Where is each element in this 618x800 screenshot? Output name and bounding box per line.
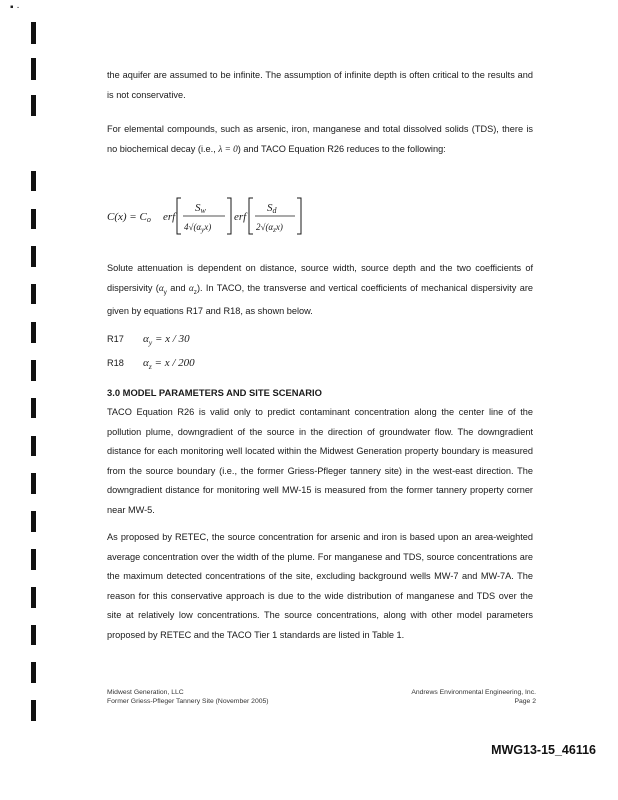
binding-mark — [31, 209, 36, 229]
equation-body: $\alpha_y = x / 30$ — [143, 333, 190, 348]
equation-r26-reduced — [107, 192, 307, 242]
binding-mark — [31, 398, 36, 418]
binding-mark — [31, 662, 36, 683]
alpha-z-symbol: α — [188, 282, 194, 293]
footer-consultant: Andrews Environmental Engineering, Inc. — [411, 689, 536, 696]
binding-mark — [31, 22, 36, 44]
alpha-y-symbol: α — [158, 282, 164, 293]
footer-company: Midwest Generation, LLC — [107, 689, 184, 696]
footer-right — [411, 688, 536, 706]
alpha-y-subscript: y — [163, 288, 167, 296]
footer-site: Former Griess-Pfleger Tannery Site (November 2005) — [107, 698, 269, 705]
equation-label: R17 — [107, 334, 124, 344]
binding-mark — [31, 511, 36, 532]
binding-mark — [31, 322, 36, 343]
binding-mark — [31, 246, 36, 267]
paragraph-solute-attenuation — [107, 259, 533, 322]
eq-erf-1: erf — [163, 211, 176, 223]
text-run: and — [166, 282, 189, 293]
binding-mark — [31, 95, 36, 116]
binding-mark — [31, 549, 36, 570]
footer-left — [107, 688, 269, 706]
text-run: ) and TACO Equation R26 reduces to the following: — [237, 143, 446, 154]
equation-r17 — [107, 333, 190, 347]
lambda-expression: λ = 0 — [218, 143, 238, 154]
scan-artifact: ▪ · — [10, 2, 20, 13]
binding-mark — [31, 625, 36, 645]
footer-page-number: Page 2 — [514, 698, 536, 705]
binding-mark — [31, 284, 36, 304]
equation-body: $\alpha_z = x / 200$ — [143, 357, 195, 372]
equation-label: R18 — [107, 358, 124, 368]
eq-den-1: $4√(\alpha_yx)$ — [184, 222, 212, 234]
text-run: Solute attenuation is dependent on distance, source width, source depth and the two coefficients of dispersivity ( — [107, 263, 533, 293]
eq-lhs: C(x) = Co — [107, 211, 151, 224]
binding-mark — [31, 360, 36, 381]
text-run: For elemental compounds, such as arsenic, iron, manganese and total dissolved solids (TDS), there is no biochemical decay (i.e., — [107, 124, 533, 154]
text-run: ). In TACO, the transverse and vertical coefficients of mechanical dispersivity are given by equations R17 and R18, as shown below. — [107, 282, 533, 317]
document-id: MWG13-15_46116 — [491, 743, 596, 757]
eq-erf-2: erf — [234, 211, 247, 223]
binding-mark — [31, 58, 36, 80]
paragraph-elemental-compounds — [107, 120, 533, 159]
binding-mark — [31, 700, 36, 721]
section-heading: 3.0 MODEL PARAMETERS AND SITE SCENARIO — [107, 387, 322, 398]
eq-den-2: $2√(\alpha_zx)$ — [256, 222, 283, 234]
eq-num-1: Sw — [195, 202, 206, 215]
binding-mark — [31, 436, 36, 456]
alpha-z-subscript: z — [193, 288, 197, 296]
binding-mark — [31, 473, 36, 494]
paragraph-equation-validity: TACO Equation R26 is valid only to predict contaminant concentration along the center line of the pollution plume, downgradient of the source in the direction of groundwater flow. The downgradient distance for each monitoring well located within the Midwest Generation property boundary is measured from the source boundary (i.e., the former Griess-Pfleger tannery site) in the west-east direction. The downgradient distance for monitoring well MW-15 is measured from the former tannery property corner near MW-5. — [107, 407, 533, 515]
paragraph-aquifer-depth: the aquifer are assumed to be infinite. The assumption of infinite depth is often critical to the results and is not conservative. — [107, 70, 533, 100]
eq-num-2: Sd — [267, 202, 277, 215]
binding-mark — [31, 171, 36, 191]
equation-r18 — [107, 357, 195, 371]
binding-mark — [31, 587, 36, 608]
paragraph-source-concentration: As proposed by RETEC, the source concentration for arsenic and iron is based upon an area-weighted average concentration over the width of the plume. For manganese and TDS, source concentrations are the maximum detected concentrations of the site, excluding background wells MW-7 and MW-7A. The reason for this conservative approach is due to the wide distribution of manganese and TDS over the site at relatively low concentrations. The source concentrations, along with other model parameters proposed by RETEC and the TACO Tier 1 standards are listed in Table 1. — [107, 532, 533, 640]
